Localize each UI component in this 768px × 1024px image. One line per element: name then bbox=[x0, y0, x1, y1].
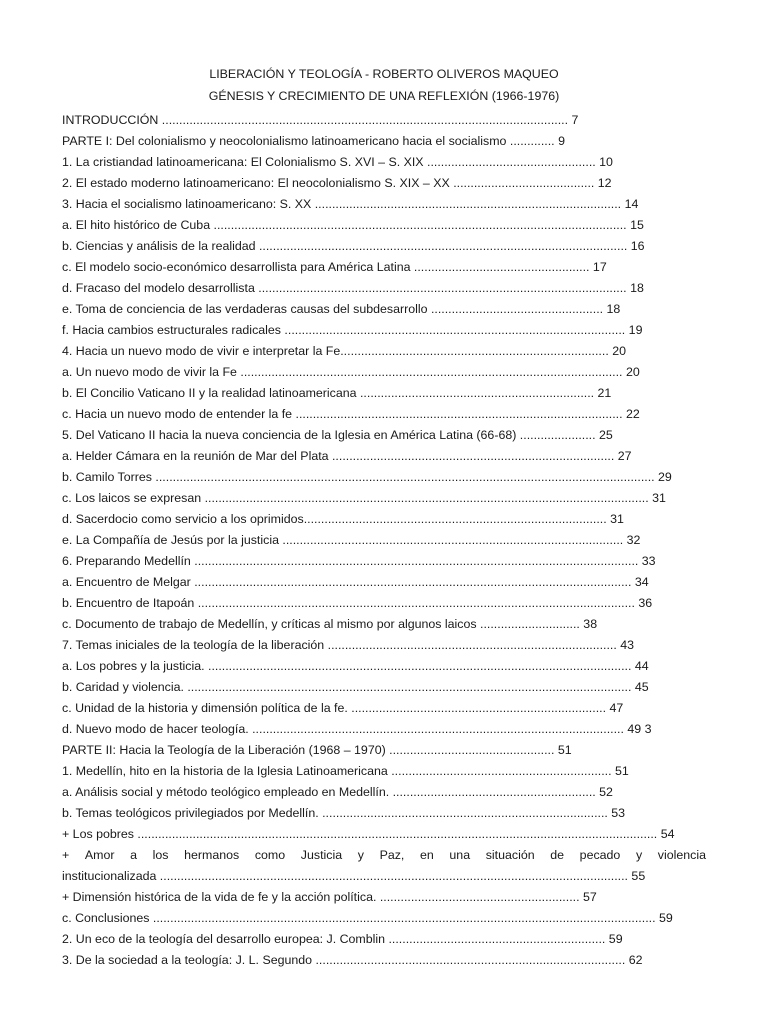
toc-entry: c. El modelo socio-económico desarrollista para América Latina ................................................... 17 bbox=[62, 260, 607, 274]
toc-entry: a. Análisis social y método teológico empleado en Medellín. ........................................................... 52 bbox=[62, 785, 613, 799]
toc-entry: 3. Hacia el socialismo latinoamericano: S. XX ......................................................................................... 14 bbox=[62, 197, 639, 211]
toc-entry: 7. Temas iniciales de la teología de la liberación .................................................................................... 43 bbox=[62, 638, 635, 652]
toc-entry: PARTE II: Hacia la Teología de la Liberación (1968 – 1970) ................................................ 51 bbox=[62, 743, 572, 757]
toc-entry: e. Toma de conciencia de las verdaderas causas del subdesarrollo .................................................. 18 bbox=[62, 302, 621, 316]
toc-entry: 6. Preparando Medellín ................................................................................................................................. 33 bbox=[62, 554, 656, 568]
toc-entry: b. Caridad y violencia. ................................................................................................................................. 45 bbox=[62, 680, 649, 694]
toc-entry: a. El hito histórico de Cuba ........................................................................................................................ 15 bbox=[62, 218, 644, 232]
toc-entry: c. Conclusiones .................................................................................................................................................. 59 bbox=[62, 911, 673, 925]
toc-entry: 2. El estado moderno latinoamericano: El neocolonialismo S. XIX – XX ......................................... 12 bbox=[62, 176, 612, 190]
toc-entry: f. Hacia cambios estructurales radicales ................................................................................................... 19 bbox=[62, 323, 643, 337]
toc-entry: c. Los laicos se expresan ................................................................................................................................. 31 bbox=[62, 491, 666, 505]
toc-entry: PARTE I: Del colonialismo y neocolonialismo latinoamericano hacia el socialismo ............. 9 bbox=[62, 134, 565, 148]
toc-entry: INTRODUCCIÓN ...................................................................................................................... 7 bbox=[62, 113, 579, 127]
toc-entry: + Los pobres ....................................................................................................................................................... 54 bbox=[62, 827, 675, 841]
toc-entry: e. La Compañía de Jesús por la justicia ................................................................................................... 32 bbox=[62, 533, 641, 547]
toc-entry: institucionalizada ........................................................................................................................................ 55 bbox=[62, 869, 646, 883]
toc-entry: a. Un nuevo modo de vivir la Fe ............................................................................................................... 20 bbox=[62, 365, 640, 379]
toc-entry: a. Los pobres y la justicia. ........................................................................................................................... 44 bbox=[62, 659, 649, 673]
document-subtitle: GÉNESIS Y CRECIMIENTO DE UNA REFLEXIÓN (1966-1976) bbox=[208, 89, 560, 103]
toc-entry: 1. La cristiandad latinoamericana: El Colonialismo S. XVI – S. XIX ................................................. 10 bbox=[62, 155, 613, 169]
toc-entry: 1. Medellín, hito en la historia de la Iglesia Latinoamericana ................................................................ 51 bbox=[62, 764, 629, 778]
toc-entry: b. Encuentro de Itapoán ............................................................................................................................... 36 bbox=[62, 596, 653, 610]
toc-entry: d. Fracaso del modelo desarrollista ........................................................................................................... 18 bbox=[62, 281, 644, 295]
toc-entry: b. Temas teológicos privilegiados por Medellín. ................................................................................... 53 bbox=[62, 806, 626, 820]
toc-entry: b. El Concilio Vaticano II y la realidad latinoamericana .................................................................... 21 bbox=[62, 386, 612, 400]
toc-entry: a. Encuentro de Melgar ............................................................................................................................... 34 bbox=[62, 575, 649, 589]
toc-entry: a. Helder Cámara en la reunión de Mar del Plata .................................................................................. 27 bbox=[62, 449, 632, 463]
toc-entry: 2. Un eco de la teología del desarrollo europea: J. Comblin ............................................................... 59 bbox=[62, 932, 623, 946]
toc-entry: d. Nuevo modo de hacer teología. ............................................................................................................ 49 3 bbox=[62, 722, 652, 736]
toc-entry: 5. Del Vaticano II hacia la nueva conciencia de la Iglesia en América Latina (66-68) ...................... 25 bbox=[62, 428, 613, 442]
toc-entry: c. Documento de trabajo de Medellín, y críticas al mismo por algunos laicos ............................. 38 bbox=[62, 617, 598, 631]
toc-entry: 3. De la sociedad a la teología: J. L. Segundo .......................................................................................... 62 bbox=[62, 953, 643, 967]
toc-entry: c. Unidad de la historia y dimensión política de la fe. .......................................................................... 47 bbox=[62, 701, 624, 715]
toc-entry-justified: + Amor a los hermanos como Justicia y Paz, en una situación de pecado y violencia bbox=[62, 848, 706, 862]
toc-entry: c. Hacia un nuevo modo de entender la fe ............................................................................................... 22 bbox=[62, 407, 640, 421]
document-title: LIBERACIÓN Y TEOLOGÍA - ROBERTO OLIVEROS MAQUEO bbox=[209, 67, 559, 81]
toc-entry: b. Camilo Torres ................................................................................................................................................. 29 bbox=[62, 470, 672, 484]
table-of-contents bbox=[62, 110, 712, 971]
toc-entry: 4. Hacia un nuevo modo de vivir e interpretar la Fe.............................................................................. 20 bbox=[62, 344, 626, 358]
toc-entry: + Dimensión histórica de la vida de fe y la acción política. .......................................................... 57 bbox=[62, 890, 597, 904]
toc-entry: d. Sacerdocio como servicio a los oprimidos........................................................................................ 31 bbox=[62, 512, 624, 526]
toc-entry: b. Ciencias y análisis de la realidad ........................................................................................................... 16 bbox=[62, 239, 645, 253]
